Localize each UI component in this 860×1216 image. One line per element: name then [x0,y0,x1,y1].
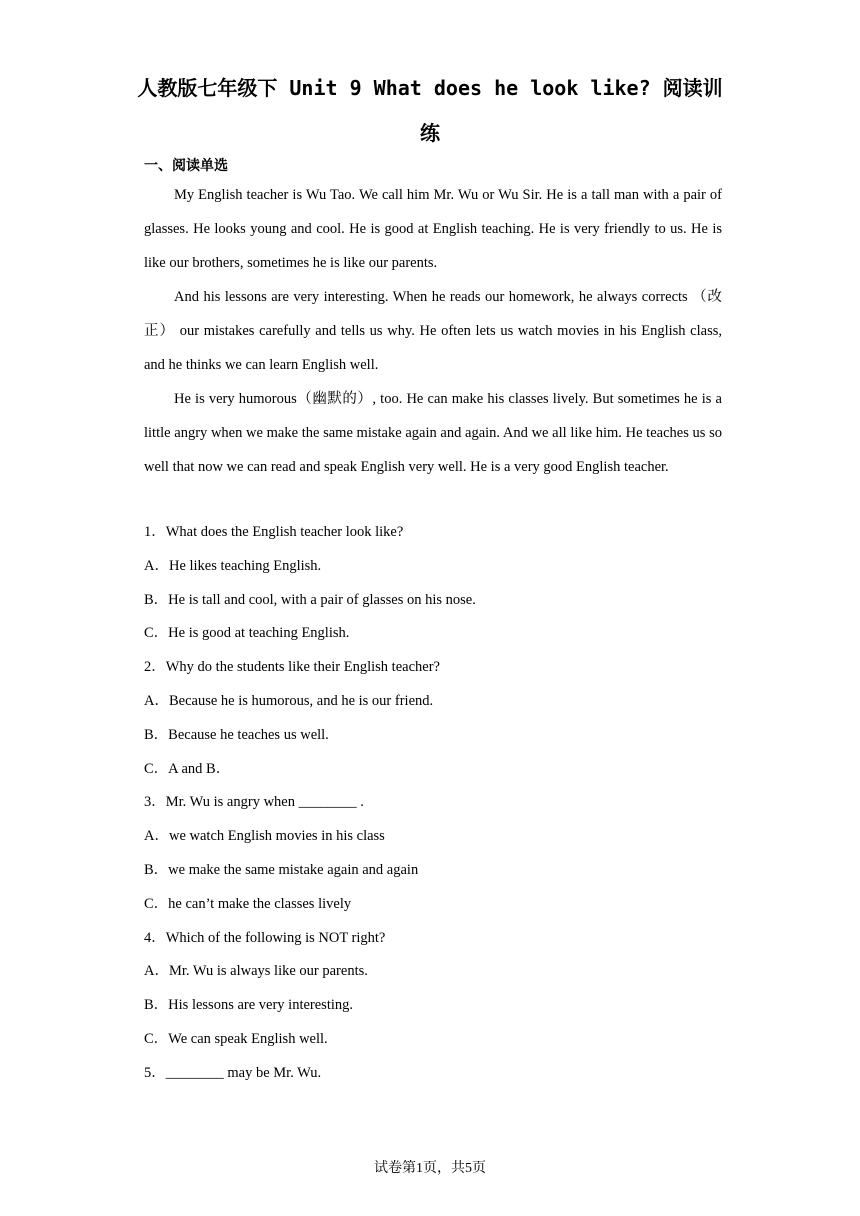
section-heading: 一、阅读单选 [144,158,228,174]
question-stem: 4．Which of the following is NOT right? [144,929,386,946]
question-stem: 3．Mr. Wu is angry when ________ . [144,794,364,811]
document-title-line-1: 人教版七年级下 Unit 9 What does he look like? 阅读训 [137,76,723,100]
question-option-c: C．We can speak English well. [144,1030,328,1047]
question-option-a: A．Mr. Wu is always like our parents. [144,963,368,980]
question-option-b: B．Because he teaches us well. [144,726,329,743]
question-list [144,516,722,1091]
question-4 [144,922,722,1057]
question-5 [144,1057,722,1091]
question-option-b: B．He is tall and cool, with a pair of glasses on his nose. [144,591,476,608]
passage-paragraph-1: My English teacher is Wu Tao. We call him Mr. Wu or Wu Sir. He is a tall man with a pair of glasses. He looks young and cool. He is good at English teaching. He is very friendly to us. He is like our brothers, sometimes he is like our parents. [144,187,722,271]
question-option-b: B．we make the same mistake again and again [144,861,419,878]
question-stem: 1．What does the English teacher look like? [144,524,404,540]
reading-passage [144,178,722,484]
page-footer: 试卷第1页，共5页 [374,1161,486,1176]
question-option-c: C．he can’t make the classes lively [144,895,352,912]
question-option-a: A．He likes teaching English. [144,557,322,574]
passage-paragraph-3: He is very humorous（幽默的）, too. He can make his classes lively. But sometimes he is a little angry when we make the same mistake again and again. And we all like him. He teaches us so well that now we can read and speak English very well. He is a very good English teacher. [144,391,722,475]
question-3 [144,786,722,921]
question-option-a: A．Because he is humorous, and he is our friend. [144,692,434,709]
question-2 [144,651,722,786]
question-option-c: C．A and B． [144,760,231,777]
document-title-line-2: 练 [420,121,440,145]
passage-paragraph-2: And his lessons are very interesting. When he reads our homework, he always corrects （改正） our mistakes carefully and tells us why. He often lets us watch movies in his English class, and he thinks we can learn English well. [144,289,722,373]
question-1 [144,516,722,651]
question-option-a: A．we watch English movies in his class [144,828,385,845]
question-option-b: B．His lessons are very interesting. [144,997,354,1014]
question-option-c: C．He is good at teaching English. [144,625,350,642]
question-stem: 2．Why do the students like their English teacher? [144,659,440,676]
question-stem: 5．________ may be Mr. Wu. [144,1064,322,1081]
